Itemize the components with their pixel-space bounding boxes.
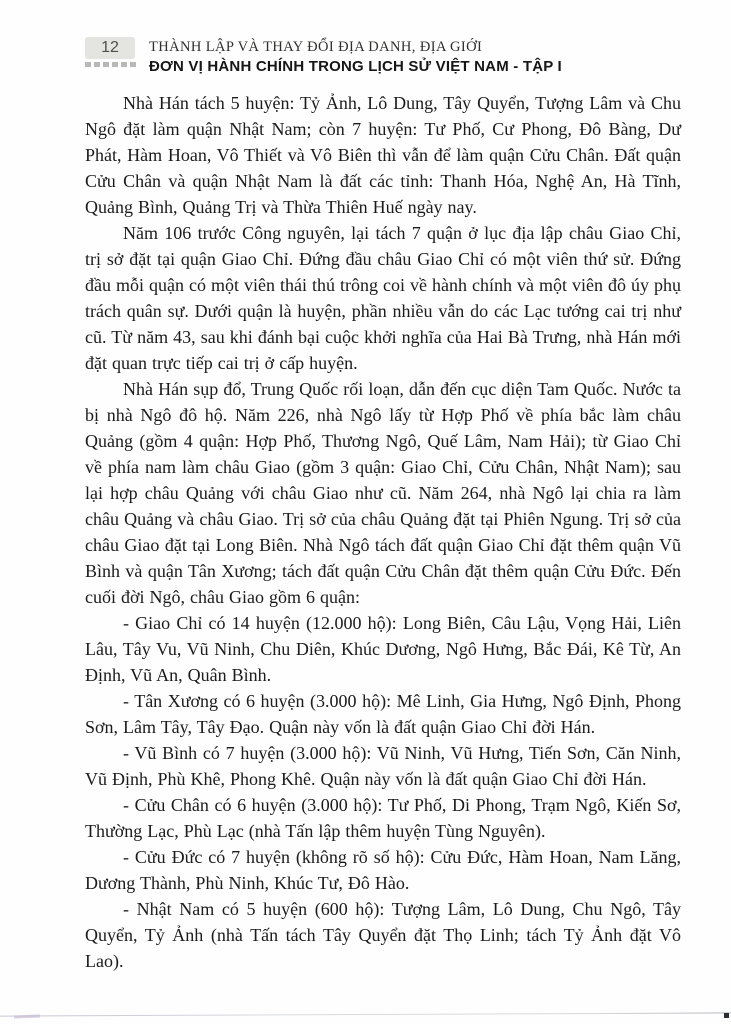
list-item-paragraph: - Tân Xương có 6 huyện (3.000 hộ): Mê Linh, Gia Hưng, Ngô Định, Phong Sơn, Lâm Tây, Tây Đạo. Quận này vốn là đất quận Giao Chỉ đời Hán. xyxy=(85,691,681,737)
page-body xyxy=(85,90,681,974)
running-head-book-title: ĐƠN VỊ HÀNH CHÍNH TRONG LỊCH SỬ VIỆT NAM - TẬP I xyxy=(149,58,562,75)
paragraph: Nhà Hán tách 5 huyện: Tỷ Ảnh, Lô Dung, Tây Quyển, Tượng Lâm và Chu Ngô đặt làm quận Nhật Nam; còn 7 huyện: Tư Phố, Cư Phong, Đô Bàng, Dư Phát, Hàm Hoan, Vô Thiết và Vô Biên thì vẫn để làm quận Cửu Chân. Đất quận Cửu Chân và quận Nhật Nam là đất các tỉnh: Thanh Hóa, Nghệ An, Hà Tĩnh, Quảng Bình, Quảng Trị và Thừa Thiên Huế ngày nay. xyxy=(85,93,681,217)
page-number-ornament-icon xyxy=(85,62,137,67)
list-item-paragraph: - Cửu Chân có 6 huyện (3.000 hộ): Tư Phố, Di Phong, Trạm Ngô, Kiến Sơ, Thường Lạc, Phù Lạc (nhà Tấn lập thêm huyện Tùng Nguyên). xyxy=(85,795,681,841)
list-item-paragraph: - Giao Chỉ có 14 huyện (12.000 hộ): Long Biên, Câu Lậu, Vọng Hải, Liên Lâu, Tây Vu, Vũ Ninh, Chu Diên, Khúc Dương, Ngô Hưng, Bắc Đái, Kê Từ, An Định, Vũ An, Quân Bình. xyxy=(85,613,681,685)
page-number: 12 xyxy=(85,37,135,59)
scan-artifact-line xyxy=(0,1012,731,1016)
paragraph: Năm 106 trước Công nguyên, lại tách 7 quận ở lục địa lập châu Giao Chỉ, trị sở đặt tại quận Giao Chỉ. Đứng đầu châu Giao Chỉ có một viên thứ sử. Đứng đầu mỗi quận có một viên thái thú trông coi về hành chính và một viên đô úy phụ trách quân sự. Dưới quận là huyện, phần nhiều vẫn do các Lạc tướng cai trị như cũ. Từ năm 43, sau khi đánh bại cuộc khởi nghĩa của Hai Bà Trưng, nhà Hán mới đặt quan trực tiếp cai trị ở cấp huyện. xyxy=(85,223,681,373)
list-item-paragraph: - Vũ Bình có 7 huyện (3.000 hộ): Vũ Ninh, Vũ Hưng, Tiến Sơn, Căn Ninh, Vũ Định, Phù Khê, Phong Khê. Quận này vốn là đất quận Giao Chỉ đời Hán. xyxy=(85,743,681,789)
list-item-paragraph: - Nhật Nam có 5 huyện (600 hộ): Tượng Lâm, Lô Dung, Chu Ngô, Tây Quyển, Tỷ Ảnh (nhà Tấn tách Tây Quyển đặt Thọ Linh; tách Tỷ Ảnh đặt Vô Lao). xyxy=(85,899,681,971)
list-item-paragraph: - Cửu Đức có 7 huyện (không rõ số hộ): Cửu Đức, Hàm Hoan, Nam Lăng, Dương Thành, Phù Ninh, Khúc Tư, Đô Hào. xyxy=(85,847,681,893)
paragraph: Nhà Hán sụp đổ, Trung Quốc rối loạn, dẫn đến cục diện Tam Quốc. Nước ta bị nhà Ngô đô hộ. Năm 226, nhà Ngô lấy từ Hợp Phố về phía bắc làm châu Quảng (gồm 4 quận: Hợp Phố, Thương Ngô, Quế Lâm, Nam Hải); từ Giao Chỉ về phía nam làm châu Giao (gồm 3 quận: Giao Chỉ, Cửu Chân, Nhật Nam); sau lại hợp châu Quảng với châu Giao như cũ. Năm 264, nhà Ngô lại chia ra làm châu Quảng và châu Giao. Trị sở của châu Quảng đặt tại Phiên Ngung. Trị sở của châu Giao đặt tại Long Biên. Nhà Ngô tách đất quận Giao Chỉ đặt thêm quận Vũ Bình và quận Tân Xương; tách đất quận Cửu Chân đặt thêm quận Cửu Đức. Đến cuối đời Ngô, châu Giao gồm 6 quận: xyxy=(85,379,681,607)
running-head-chapter-title: THÀNH LẬP VÀ THAY ĐỔI ĐỊA DANH, ĐỊA GIỚI xyxy=(149,39,483,55)
page-number-block xyxy=(85,37,137,67)
running-head xyxy=(85,37,681,76)
running-head-titles xyxy=(149,37,562,76)
scan-artifact-mark xyxy=(14,1015,40,1019)
scan-artifact-dot xyxy=(724,1013,729,1018)
